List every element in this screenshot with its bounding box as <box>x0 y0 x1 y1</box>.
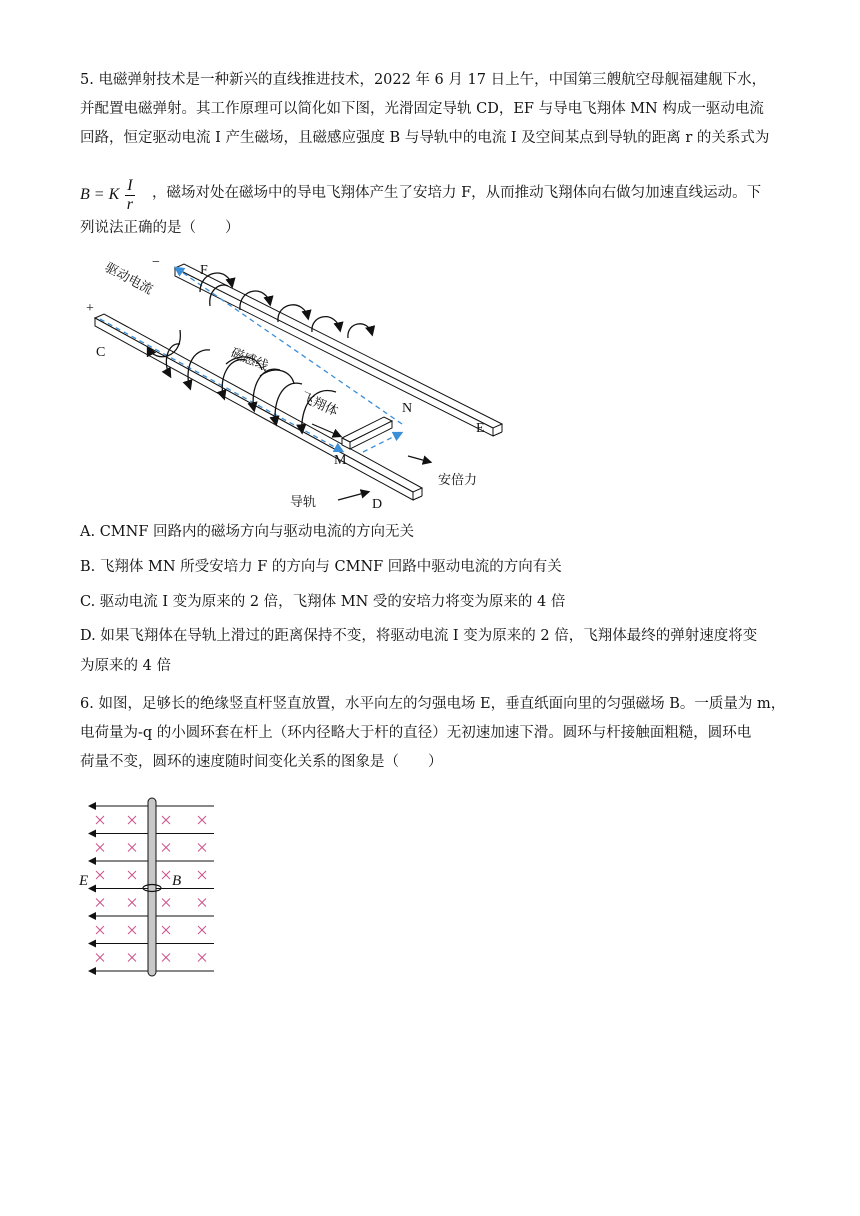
rail-cd <box>95 314 422 500</box>
cross-mark <box>96 954 104 962</box>
rod-field-diagram <box>74 792 224 982</box>
question-5-text <box>80 66 780 153</box>
label-e-field: E <box>79 873 89 889</box>
rail-ef <box>175 264 502 436</box>
question-6-text <box>80 690 786 777</box>
cross-mark <box>198 899 206 907</box>
formula-fraction <box>125 177 134 214</box>
cross-mark <box>96 926 104 934</box>
formula-numerator: I <box>127 177 133 194</box>
cross-mark <box>198 871 206 879</box>
label-n: N <box>402 401 413 416</box>
cross-mark <box>162 871 170 879</box>
label-flyer: 飞翔体 <box>298 389 341 420</box>
q5-formula-rest: ，磁场对处在磁场中的导电飞翔体产生了安培力 F，从而推动飞翔体向右做匀加速直线运动。下 <box>152 185 762 201</box>
cross-mark <box>198 954 206 962</box>
q6-line-2: 电荷量为-q 的小圆环套在杆上（环内径略大于杆的直径）无初速加速下滑。圆环与杆接触面粗糙，圆环电 <box>80 725 752 741</box>
cross-mark <box>198 816 206 824</box>
label-c: C <box>96 345 106 360</box>
q5-line-3: 回路，恒定驱动电流 I 产生磁场，且磁感应强度 B 与导轨中的电流 I 及空间某点到导轨的距离 r 的关系式为 <box>80 130 770 146</box>
label-drive-current: 驱动电流 <box>102 260 156 298</box>
formula <box>80 177 137 214</box>
option-d: D. 如果飞翔体在导轨上滑过的距离保持不变，将驱动电流 I 变为原来的 2 倍，飞翔体最终的弹射速度将变 <box>80 628 758 644</box>
option-b: B. 飞翔体 MN 所受安培力 F 的方向与 CMNF 回路中驱动电流的方向有关 <box>80 559 562 575</box>
q5-line-2: 并配置电磁弹射。其工作原理可以简化如下图，光滑固定导轨 CD，EF 与导电飞翔体 MN 构成一驱动电流 <box>80 101 764 117</box>
cross-mark <box>162 816 170 824</box>
cross-mark <box>96 899 104 907</box>
label-rail: 导轨 <box>290 495 317 510</box>
q6-line-3: 荷量不变，圆环的速度随时间变化关系的图象是（ ） <box>80 754 443 770</box>
q5-line-last: 列说法正确的是（ ） <box>80 220 240 236</box>
cross-mark <box>162 899 170 907</box>
option-d-continued: 为原来的 4 倍 <box>80 658 171 674</box>
q5-formula-line <box>80 177 780 217</box>
option-a: A. CMNF 回路内的磁场方向与驱动电流的方向无关 <box>80 524 414 540</box>
option-c: C. 驱动电流 I 变为原来的 2 倍，飞翔体 MN 受的安培力将变为原来的 4 倍 <box>80 594 566 610</box>
cross-mark <box>162 844 170 852</box>
label-field-lines: 磁感线 <box>228 345 271 375</box>
q5-line-1: 5. 电磁弹射技术是一种新兴的直线推进技术，2022 年 6 月 17 日上午，中国第三艘航空母舰福建舰下水， <box>80 72 767 88</box>
rail-diagram <box>80 252 520 514</box>
flyer-mn <box>342 417 392 449</box>
label-b-field: B <box>172 873 182 889</box>
cross-mark <box>198 926 206 934</box>
cross-mark <box>128 871 136 879</box>
cross-mark <box>162 926 170 934</box>
cross-mark <box>96 844 104 852</box>
formula-left: B = K <box>80 186 120 204</box>
cross-mark <box>96 816 104 824</box>
formula-denominator: r <box>126 196 134 213</box>
cross-mark <box>128 899 136 907</box>
cross-mark <box>198 844 206 852</box>
label-ampere-force: 安倍力 <box>438 473 478 488</box>
cross-mark <box>128 844 136 852</box>
label-f: F <box>200 263 208 278</box>
label-plus: + <box>86 301 94 316</box>
q6-line-1: 6. 如图，足够长的绝缘竖直杆竖直放置，水平向左的匀强电场 E，垂直纸面向里的匀强磁场 B。一质量为 m， <box>80 696 786 712</box>
cross-mark <box>128 816 136 824</box>
field-arrows-lower <box>148 330 336 432</box>
label-minus: − <box>152 255 160 270</box>
label-d: D <box>372 497 383 512</box>
label-m: M <box>334 453 347 468</box>
cross-mark <box>128 926 136 934</box>
insulating-rod <box>148 798 156 976</box>
cross-mark <box>96 871 104 879</box>
cross-mark <box>128 954 136 962</box>
cross-mark <box>162 954 170 962</box>
label-e: E <box>476 421 485 436</box>
